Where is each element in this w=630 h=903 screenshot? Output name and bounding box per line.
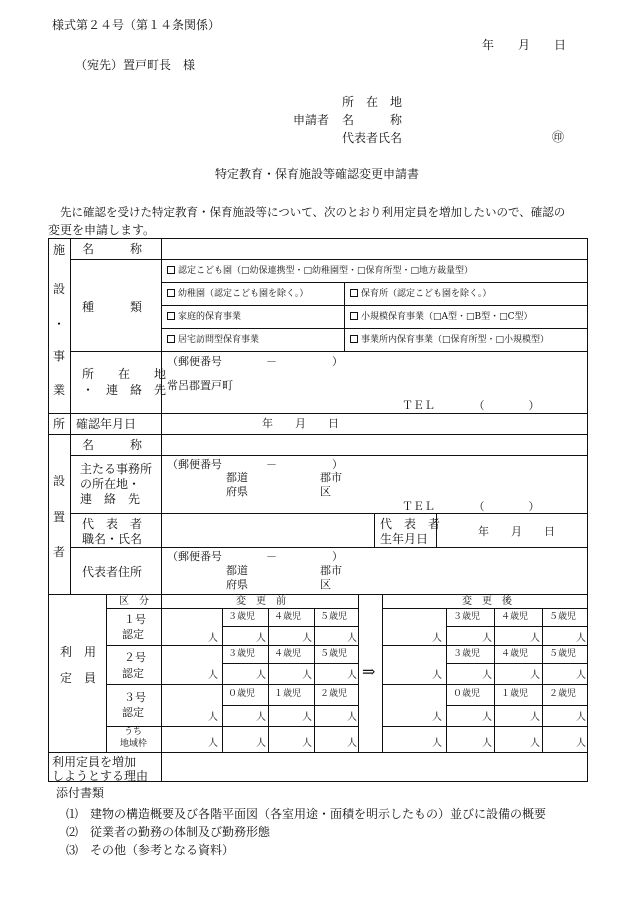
before-r2-age4: ４歳児 xyxy=(274,649,302,659)
addressee: （宛先）置戸町長 様 xyxy=(75,58,196,72)
after-label: 変 更 後 xyxy=(462,596,512,607)
before-r3-age1: １歳児 xyxy=(274,689,302,699)
unit-mark: 人 xyxy=(302,712,312,723)
kubun-label: 区 分 xyxy=(119,596,149,607)
unit-mark: 人 xyxy=(347,633,357,644)
capacity-side-1: 利 用 xyxy=(60,645,97,659)
unit-mark: 人 xyxy=(482,738,492,749)
unit-mark: 人 xyxy=(256,712,266,723)
after-r3-age0: ０歳児 xyxy=(453,689,481,699)
before-label: 変 更 前 xyxy=(236,596,286,607)
office-label-3: 連 絡 先 xyxy=(80,492,141,506)
checkbox-icon[interactable] xyxy=(350,289,358,297)
type-hoikusho[interactable]: 保育所（認定こども園を除く。） xyxy=(350,289,491,299)
form-number: 様式第２４号（第１４条関係） xyxy=(52,18,221,32)
rep-city-2: 区 xyxy=(320,578,331,591)
uchi-label: うち xyxy=(124,727,143,737)
attachment-item-2: ⑵ 従業者の勤務の体制及び勤務形態 xyxy=(66,825,271,839)
attachments-heading: 添付書類 xyxy=(56,786,105,800)
class1-nintei: 認定 xyxy=(122,628,144,641)
facility-name-label: 名 称 xyxy=(82,242,143,256)
unit-mark: 人 xyxy=(256,633,266,644)
reason-input[interactable] xyxy=(162,753,587,781)
facility-side-6: 所 xyxy=(52,417,65,431)
applicant-address-label: 所 在 地 xyxy=(342,95,403,109)
unit-mark: 人 xyxy=(432,670,442,681)
chiiki-label: 地域枠 xyxy=(120,739,148,749)
unit-mark: 人 xyxy=(530,738,540,749)
before-r3-age0: ０歳児 xyxy=(228,689,256,699)
facility-side-5: 業 xyxy=(52,383,65,397)
unit-mark: 人 xyxy=(347,712,357,723)
unit-mark: 人 xyxy=(432,738,442,749)
before-r2-age3: ３歳児 xyxy=(228,649,256,659)
rep-pref-2: 府県 xyxy=(226,578,248,591)
after-r2-age3: ３歳児 xyxy=(453,649,481,659)
facility-side-3: ・ xyxy=(52,317,65,331)
office-city-2: 区 xyxy=(320,485,331,498)
after-r2-age4: ４歳児 xyxy=(501,649,529,659)
class3-nintei: 認定 xyxy=(122,706,144,719)
unit-mark: 人 xyxy=(256,670,266,681)
after-r3-age1: １歳児 xyxy=(501,689,529,699)
reason-label-1: 利用定員を増加 xyxy=(52,755,137,769)
unit-mark: 人 xyxy=(576,670,586,681)
office-postal[interactable]: （郵便番号 － ） xyxy=(167,458,343,471)
checkbox-icon[interactable] xyxy=(167,289,175,297)
after-r3-age2: ２歳児 xyxy=(549,689,577,699)
confirm-date-value[interactable]: 年 月 日 xyxy=(262,417,339,430)
unit-mark: 人 xyxy=(256,738,266,749)
attachment-item-1: ⑴ 建物の構造概要及び各階平面図（各室用途・面積を明示したもの）並びに設備の概要 xyxy=(66,807,547,821)
unit-mark: 人 xyxy=(302,670,312,681)
unit-mark: 人 xyxy=(576,633,586,644)
seal-mark: ㊞ xyxy=(552,130,565,144)
after-r2-age5: ５歳児 xyxy=(549,649,577,659)
before-r2-age5: ５歳児 xyxy=(320,649,348,659)
class2-nintei: 認定 xyxy=(122,667,144,680)
facility-tel[interactable]: ＴＥＬ （ ） xyxy=(402,399,540,412)
unit-mark: 人 xyxy=(482,712,492,723)
facility-type-label: 種 類 xyxy=(82,300,143,314)
office-pref-2: 府県 xyxy=(226,485,248,498)
checkbox-icon[interactable] xyxy=(167,335,175,343)
confirm-date-label: 確認年月日 xyxy=(76,417,137,431)
before-r1-age3: ３歳児 xyxy=(228,612,256,622)
capacity-side-2: 定 員 xyxy=(60,671,97,685)
before-r3-age2: ２歳児 xyxy=(320,689,348,699)
arrow-right-icon: ⇒ xyxy=(362,662,376,681)
after-r1-age5: ５歳児 xyxy=(549,612,577,622)
birth-label-2: 生年月日 xyxy=(380,532,429,546)
class2-label: ２号 xyxy=(124,651,146,664)
facility-side-2: 設 xyxy=(52,282,65,296)
unit-mark: 人 xyxy=(576,712,586,723)
rep-pref-1: 都道 xyxy=(226,564,248,577)
checkbox-icon[interactable] xyxy=(167,266,175,274)
rep-address-label: 代表者住所 xyxy=(82,565,143,579)
unit-mark: 人 xyxy=(302,738,312,749)
office-label-2: の所在地・ xyxy=(80,477,141,491)
establisher-name-label: 名 称 xyxy=(82,438,143,452)
intro-line-1: 先に確認を受けた特定教育・保育施設等について、次のとおり利用定員を増加したいので、確認の xyxy=(60,205,566,219)
facility-address-value[interactable]: 常呂郡置戸町 xyxy=(167,379,233,392)
office-label-1: 主たる事務所 xyxy=(80,462,153,476)
establisher-side-3: 者 xyxy=(52,545,65,559)
facility-side-1: 施 xyxy=(52,243,65,257)
rep-label-2: 職名・氏名 xyxy=(82,532,143,546)
after-r1-age4: ４歳児 xyxy=(501,612,529,622)
facility-address-label-1: 所 在 地 xyxy=(82,367,167,381)
facility-side-4: 事 xyxy=(52,349,65,363)
unit-mark: 人 xyxy=(432,633,442,644)
after-r1-age3: ３歳児 xyxy=(453,612,481,622)
class3-label: ３号 xyxy=(124,691,146,704)
unit-mark: 人 xyxy=(576,738,586,749)
rep-city-1: 郡市 xyxy=(320,564,342,577)
rep-postal[interactable]: （郵便番号 － ） xyxy=(167,550,343,563)
before-r1-age4: ４歳児 xyxy=(274,612,302,622)
unit-mark: 人 xyxy=(530,712,540,723)
facility-address-label-2: ・ 連 絡 先 xyxy=(82,383,167,397)
office-city-1: 郡市 xyxy=(320,471,342,484)
birth-value[interactable]: 年 月 日 xyxy=(478,525,555,538)
unit-mark: 人 xyxy=(530,670,540,681)
unit-mark: 人 xyxy=(208,738,218,749)
unit-mark: 人 xyxy=(302,633,312,644)
date-line: 年 月 日 xyxy=(482,38,567,52)
checkbox-icon[interactable] xyxy=(350,335,358,343)
establisher-side-2: 置 xyxy=(52,510,65,524)
unit-mark: 人 xyxy=(482,670,492,681)
facility-postal[interactable]: （郵便番号 － ） xyxy=(167,355,343,368)
unit-mark: 人 xyxy=(208,712,218,723)
applicant-name-label: 名 称 xyxy=(342,113,403,127)
unit-mark: 人 xyxy=(530,633,540,644)
unit-mark: 人 xyxy=(482,633,492,644)
checkbox-icon[interactable] xyxy=(350,312,358,320)
birth-label-1: 代 表 者 xyxy=(380,517,441,531)
checkbox-icon[interactable] xyxy=(167,312,175,320)
unit-mark: 人 xyxy=(347,738,357,749)
office-pref-1: 都道 xyxy=(226,471,248,484)
office-tel[interactable]: ＴＥＬ （ ） xyxy=(402,500,540,513)
reason-label-2: しようとする理由 xyxy=(52,769,149,783)
type-katei-hoiku[interactable]: 家庭的保育事業 xyxy=(167,312,241,322)
attachment-item-3: ⑶ その他（参考となる資料） xyxy=(66,843,235,857)
applicant-rep-label: 代表者氏名 xyxy=(342,131,403,145)
establisher-side-1: 設 xyxy=(52,474,65,488)
class1-label: １号 xyxy=(124,613,146,626)
unit-mark: 人 xyxy=(208,633,218,644)
type-kyotaku-houmon[interactable]: 居宅訪問型保育事業 xyxy=(167,335,259,345)
before-r1-age5: ５歳児 xyxy=(320,612,348,622)
rep-label-1: 代 表 者 xyxy=(82,517,143,531)
unit-mark: 人 xyxy=(347,670,357,681)
unit-mark: 人 xyxy=(432,712,442,723)
document-title: 特定教育・保育施設等確認変更申請書 xyxy=(215,167,420,181)
intro-line-2: 変更を申請します。 xyxy=(48,223,156,237)
type-shoukibo-hoiku[interactable]: 小規模保育事業（□A型・□B型・□C型） xyxy=(350,312,533,322)
type-youchien[interactable]: 幼稚園（認定こども園を除く。） xyxy=(167,289,308,299)
applicant-label: 申請者 xyxy=(293,113,330,127)
type-jigyousho-nai[interactable]: 事業所内保育事業（□保育所型・□小規模型） xyxy=(350,335,549,345)
unit-mark: 人 xyxy=(208,670,218,681)
type-nintei-kodomoen[interactable]: 認定こども園（□幼保連携型・□幼稚園型・□保育所型・□地方裁量型） xyxy=(167,266,473,276)
